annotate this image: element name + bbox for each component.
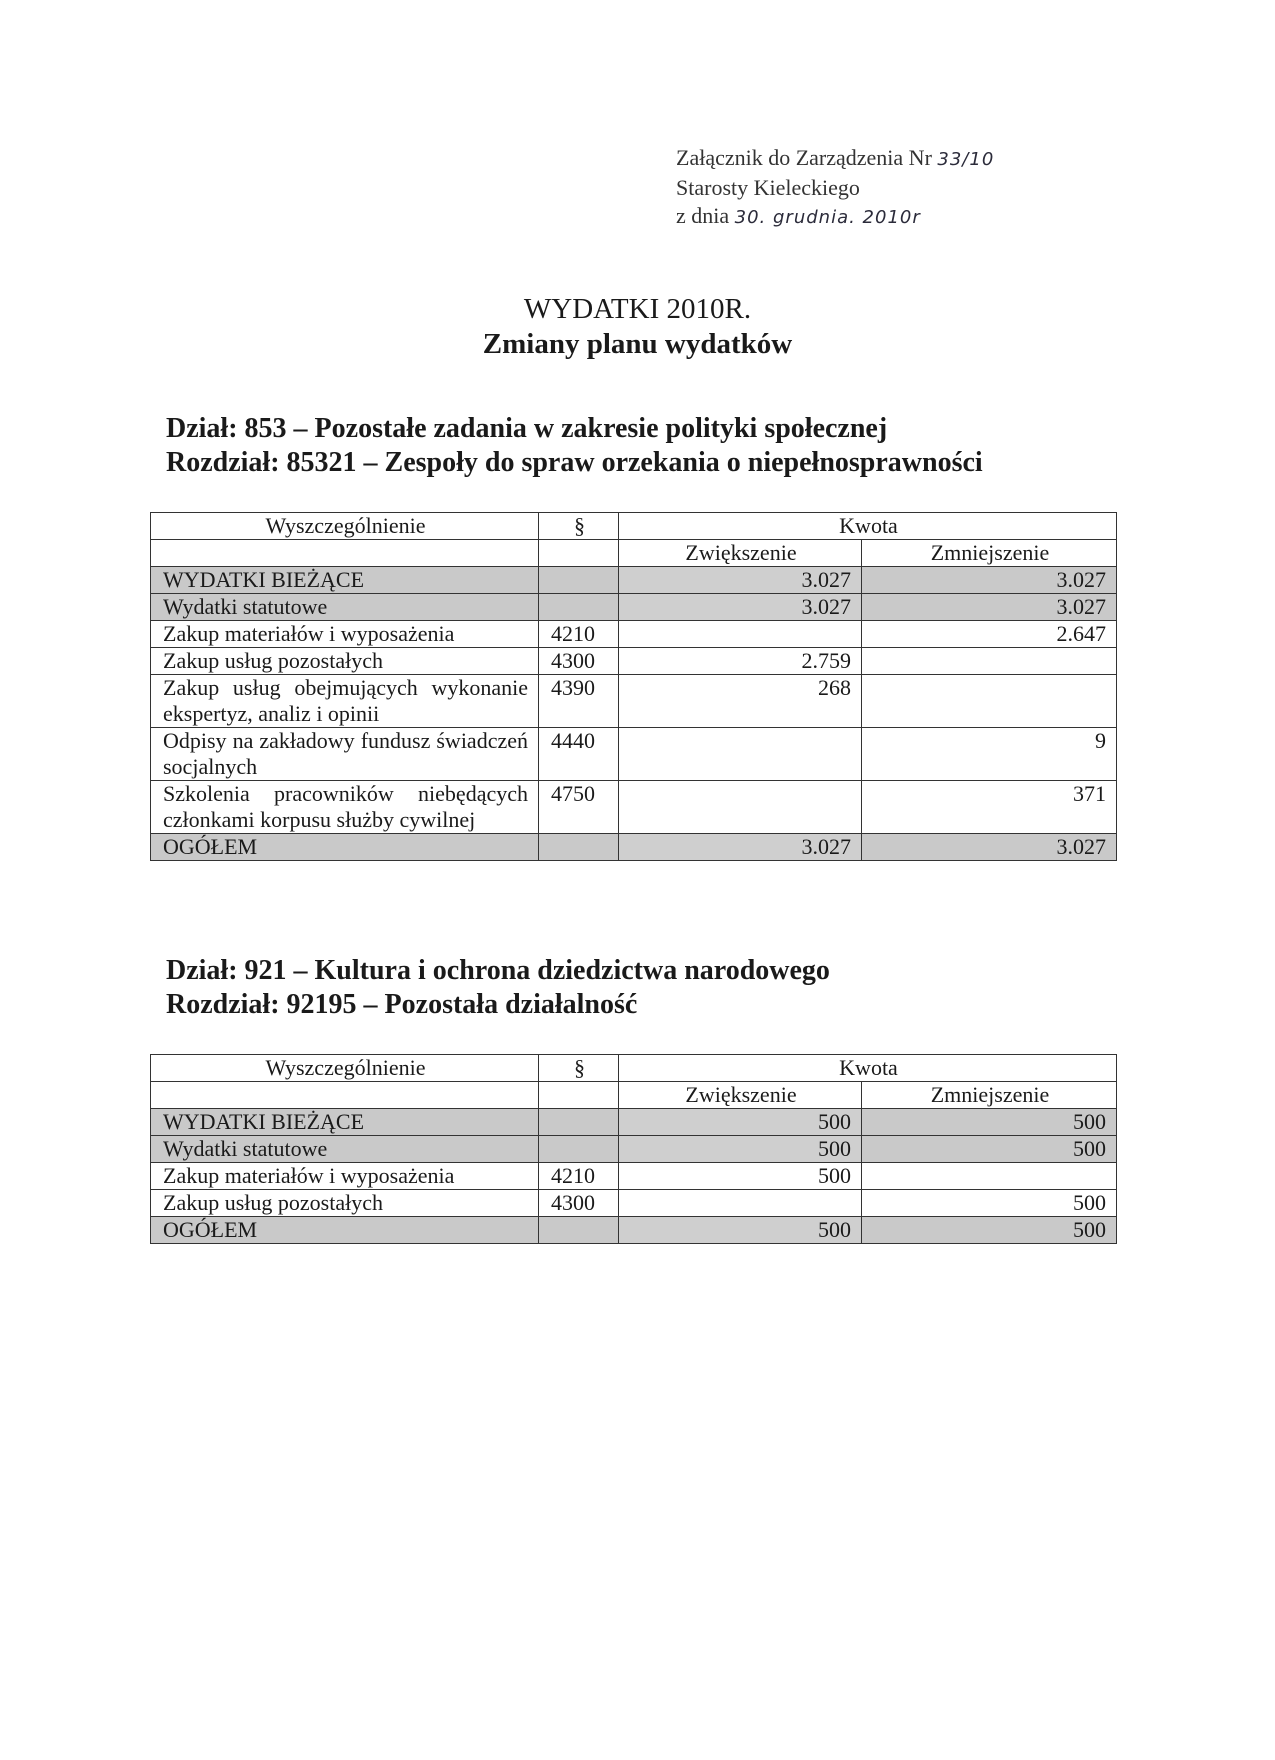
row-paragraph: 4300 (539, 648, 619, 675)
col-decrease-header: Zmniejszenie (862, 540, 1117, 567)
row-paragraph (539, 567, 619, 594)
empty-cell (539, 1082, 619, 1109)
table-subheader-row (151, 1082, 1117, 1109)
table-header-row (151, 1055, 1117, 1082)
row-paragraph: 4390 (539, 675, 619, 728)
section2-dzial: Dział: 921 – Kultura i ochrona dziedzictwa narodowego (166, 955, 830, 986)
section2-rozdzial: Rozdział: 92195 – Pozostała działalność (166, 989, 638, 1020)
row-paragraph (539, 1136, 619, 1163)
table-row (151, 1109, 1117, 1136)
row-paragraph (539, 1109, 619, 1136)
empty-cell (151, 540, 539, 567)
empty-cell (539, 540, 619, 567)
row-decrease: 3.027 (862, 594, 1117, 621)
date-prefix: z dnia (676, 203, 730, 228)
row-decrease (862, 675, 1117, 728)
row-decrease: 371 (862, 781, 1117, 834)
section1-table (150, 512, 1117, 861)
title-sub: Zmiany planu wydatków (482, 328, 793, 360)
row-name: OGÓŁEM (151, 1217, 539, 1244)
row-paragraph: 4300 (539, 1190, 619, 1217)
row-paragraph: 4440 (539, 728, 619, 781)
header-prefix: Załącznik do Zarządzenia Nr (676, 145, 932, 170)
row-decrease: 3.027 (862, 834, 1117, 861)
document-title (0, 292, 1275, 362)
col-paragraph-header: § (539, 513, 619, 540)
row-increase (619, 781, 862, 834)
table-row (151, 1190, 1117, 1217)
row-name: WYDATKI BIEŻĄCE (151, 1109, 539, 1136)
row-decrease: 500 (862, 1190, 1117, 1217)
table-row (151, 648, 1117, 675)
section2-table (150, 1054, 1117, 1244)
table-row (151, 781, 1117, 834)
table-total-row (151, 1217, 1117, 1244)
row-paragraph: 4210 (539, 1163, 619, 1190)
section1-tbody (151, 513, 1117, 861)
handwritten-date: 30. grudnia. 2010r (734, 207, 921, 228)
header-line-1 (676, 144, 994, 174)
col-amount-header: Kwota (619, 1055, 1117, 1082)
handwritten-number: 33/10 (937, 149, 995, 170)
empty-cell (151, 1082, 539, 1109)
row-name: Wydatki statutowe (151, 594, 539, 621)
attachment-header (676, 144, 994, 232)
row-decrease: 3.027 (862, 567, 1117, 594)
row-name: Zakup usług pozostałych (151, 1190, 539, 1217)
row-decrease: 9 (862, 728, 1117, 781)
col-name-header: Wyszczególnienie (151, 1055, 539, 1082)
table-row (151, 594, 1117, 621)
col-paragraph-header: § (539, 1055, 619, 1082)
section1-rozdzial: Rozdział: 85321 – Zespoły do spraw orzekania o niepełnosprawności (166, 447, 983, 478)
row-paragraph (539, 834, 619, 861)
table-row (151, 728, 1117, 781)
table-row (151, 1136, 1117, 1163)
col-amount-header: Kwota (619, 513, 1117, 540)
row-decrease (862, 648, 1117, 675)
row-name: Wydatki statutowe (151, 1136, 539, 1163)
row-increase: 3.027 (619, 594, 862, 621)
col-increase-header: Zwiększenie (619, 1082, 862, 1109)
table-header-row (151, 513, 1117, 540)
row-increase: 268 (619, 675, 862, 728)
row-name: Zakup usług pozostałych (151, 648, 539, 675)
table-subheader-row (151, 540, 1117, 567)
row-name: Zakup usług obejmujących wykonanie ekspertyz, analiz i opinii (151, 675, 539, 728)
row-increase: 2.759 (619, 648, 862, 675)
col-decrease-header: Zmniejszenie (862, 1082, 1117, 1109)
table-row (151, 567, 1117, 594)
title-main: WYDATKI 2010R. (523, 293, 752, 325)
row-increase (619, 728, 862, 781)
table-row (151, 675, 1117, 728)
row-increase (619, 621, 862, 648)
row-increase: 3.027 (619, 834, 862, 861)
row-name: WYDATKI BIEŻĄCE (151, 567, 539, 594)
section2-heading (166, 954, 830, 1022)
row-decrease: 500 (862, 1217, 1117, 1244)
row-paragraph: 4750 (539, 781, 619, 834)
row-increase: 500 (619, 1163, 862, 1190)
section1-heading (166, 412, 983, 480)
row-increase: 500 (619, 1109, 862, 1136)
col-increase-header: Zwiększenie (619, 540, 862, 567)
col-name-header: Wyszczególnienie (151, 513, 539, 540)
row-name: OGÓŁEM (151, 834, 539, 861)
row-paragraph (539, 594, 619, 621)
row-decrease: 500 (862, 1136, 1117, 1163)
row-paragraph: 4210 (539, 621, 619, 648)
header-line-2: Starosty Kieleckiego (676, 175, 860, 200)
row-name: Zakup materiałów i wyposażenia (151, 1163, 539, 1190)
row-name: Odpisy na zakładowy fundusz świadczeń socjalnych (151, 728, 539, 781)
row-decrease: 500 (862, 1109, 1117, 1136)
row-name: Szkolenia pracowników niebędących członkami korpusu służby cywilnej (151, 781, 539, 834)
row-decrease (862, 1163, 1117, 1190)
row-decrease: 2.647 (862, 621, 1117, 648)
row-increase: 500 (619, 1136, 862, 1163)
header-line-3 (676, 202, 994, 232)
table-row (151, 1163, 1117, 1190)
table-total-row (151, 834, 1117, 861)
row-increase (619, 1190, 862, 1217)
section1-dzial: Dział: 853 – Pozostałe zadania w zakresie polityki społecznej (166, 413, 888, 444)
table-row (151, 621, 1117, 648)
row-increase: 500 (619, 1217, 862, 1244)
row-paragraph (539, 1217, 619, 1244)
row-name: Zakup materiałów i wyposażenia (151, 621, 539, 648)
section2-tbody (151, 1055, 1117, 1244)
row-increase: 3.027 (619, 567, 862, 594)
